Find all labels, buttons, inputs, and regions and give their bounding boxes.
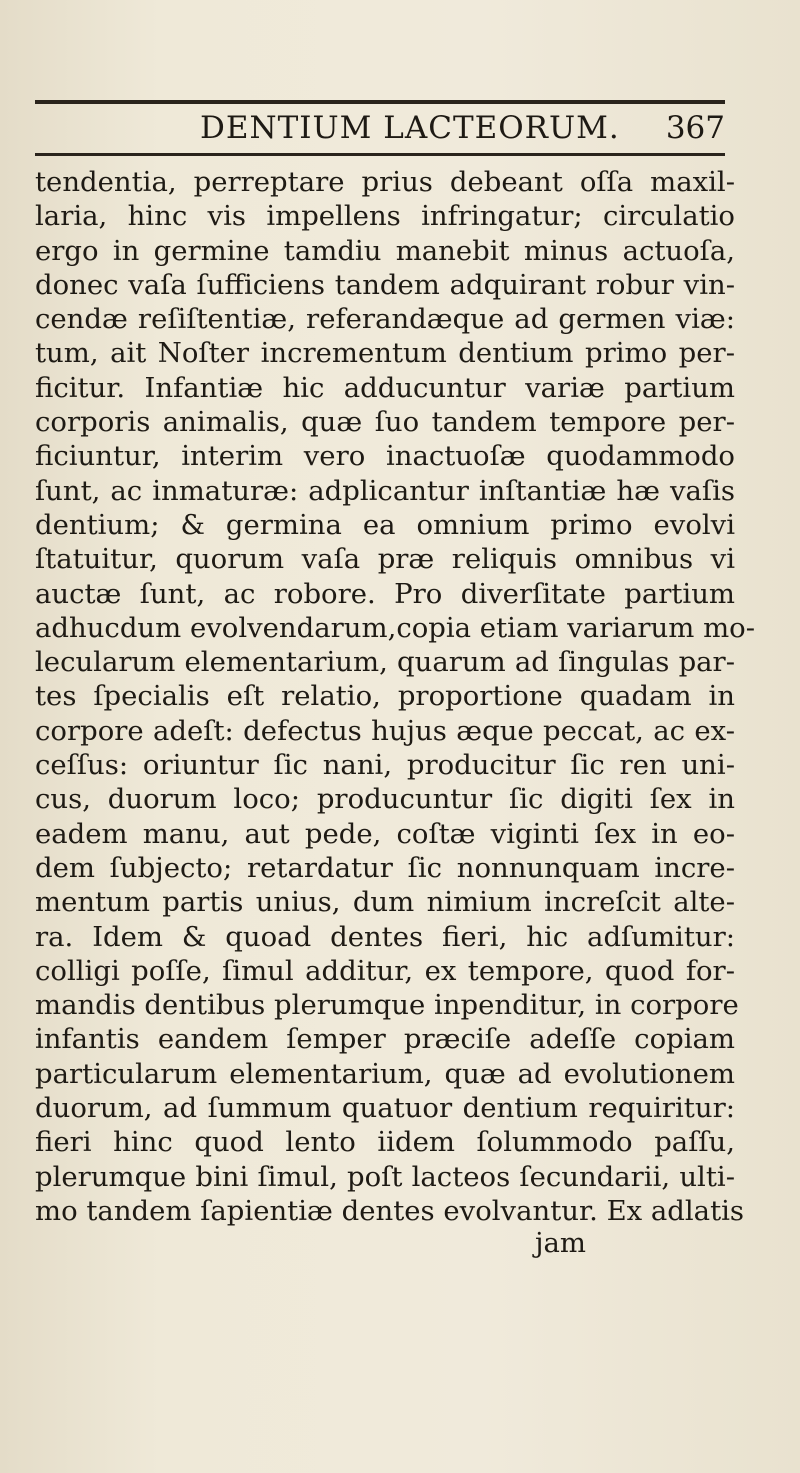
text-line: eadem manu, aut pede, coſtæ viginti ſex in eo- (35, 817, 735, 850)
text-line: auctæ ſunt, ac robore. Pro diverſitate partium (35, 577, 735, 610)
text-line: tendentia, perreptare prius debeant oſſa maxil- (35, 166, 735, 198)
body-text (35, 165, 756, 1228)
text-line: tum, ait Noſter incrementum dentium primo per- (35, 337, 735, 370)
header-rule-top (35, 100, 725, 104)
text-line: ficitur. Infantiæ hic adducuntur variæ partium (35, 371, 735, 404)
header-rule-bottom (35, 153, 725, 156)
text-line: adhucdum evolvendarum,copia etiam variarum mo- (35, 611, 756, 644)
running-title: DENTIUM LACTEORUM. (200, 110, 620, 146)
text-line: ſunt, ac inmaturæ: adplicantur inſtantiæ hæ vaſis (35, 474, 735, 507)
running-head (35, 110, 725, 150)
text-line: duorum, ad ſummum quatuor dentium requiritur: (35, 1092, 735, 1125)
text-line: mentum partis unius, dum nimium increſcit alte- (35, 886, 735, 919)
text-line: tes ſpecialis eſt relatio, proportione quadam in (35, 680, 735, 713)
text-line: cus, duorum loco; producuntur ſic digiti ſex in (35, 783, 735, 816)
text-line: laria, hinc vis impellens infringatur; circulatio (35, 200, 735, 233)
text-line: donec vaſa ſufficiens tandem adquirant robur vin- (35, 268, 735, 301)
text-line: ergo in germine tamdiu manebit minus actuoſa, (35, 234, 735, 267)
text-line: mo tandem ſapientiæ dentes evolvantur. Ex adlatis (35, 1194, 745, 1227)
text-line: corporis animalis, quæ ſuo tandem tempore per- (35, 406, 735, 439)
text-line: infantis eandem ſemper præciſe adeſſe copiam (35, 1023, 735, 1056)
text-line: particularum elementarium, quæ ad evolutionem (35, 1057, 735, 1090)
text-line: cendæ reſiſtentiæ, referandæque ad germen viæ: (35, 303, 735, 336)
text-line: ra. Idem & quoad dentes fieri, hic adſumitur: (35, 920, 735, 953)
text-line: dentium; & germina ea omnium primo evolvi (35, 508, 735, 541)
text-line: plerumque bini ſimul, poſt lacteos ſecundarii, ulti- (35, 1160, 735, 1193)
text-line: dem ſubjecto; retardatur ſic nonnunquam incre- (35, 851, 735, 884)
text-line: ficiuntur, interim vero inactuoſæ quodammodo (35, 440, 735, 473)
text-line: fieri hinc quod lento iidem ſolummodo paſſu, (35, 1126, 735, 1159)
text-line: mandis dentibus plerumque inpenditur, in corpore (35, 989, 739, 1022)
text-line: ſtatuitur, quorum vaſa præ reliquis omnibus vi (35, 543, 735, 576)
catchword: jam (535, 1227, 586, 1259)
text-line: colligi poſſe, ſimul additur, ex tempore, quod for- (35, 954, 735, 987)
text-line: corpore adeſt: defectus hujus æque peccat, ac ex- (35, 714, 735, 747)
text-line: ceſſus: oriuntur ſic nani, producitur ſic ren uni- (35, 749, 735, 782)
page-number: 367 (665, 110, 725, 146)
text-line: lecularum elementarium, quarum ad ſingulas par- (35, 646, 735, 679)
